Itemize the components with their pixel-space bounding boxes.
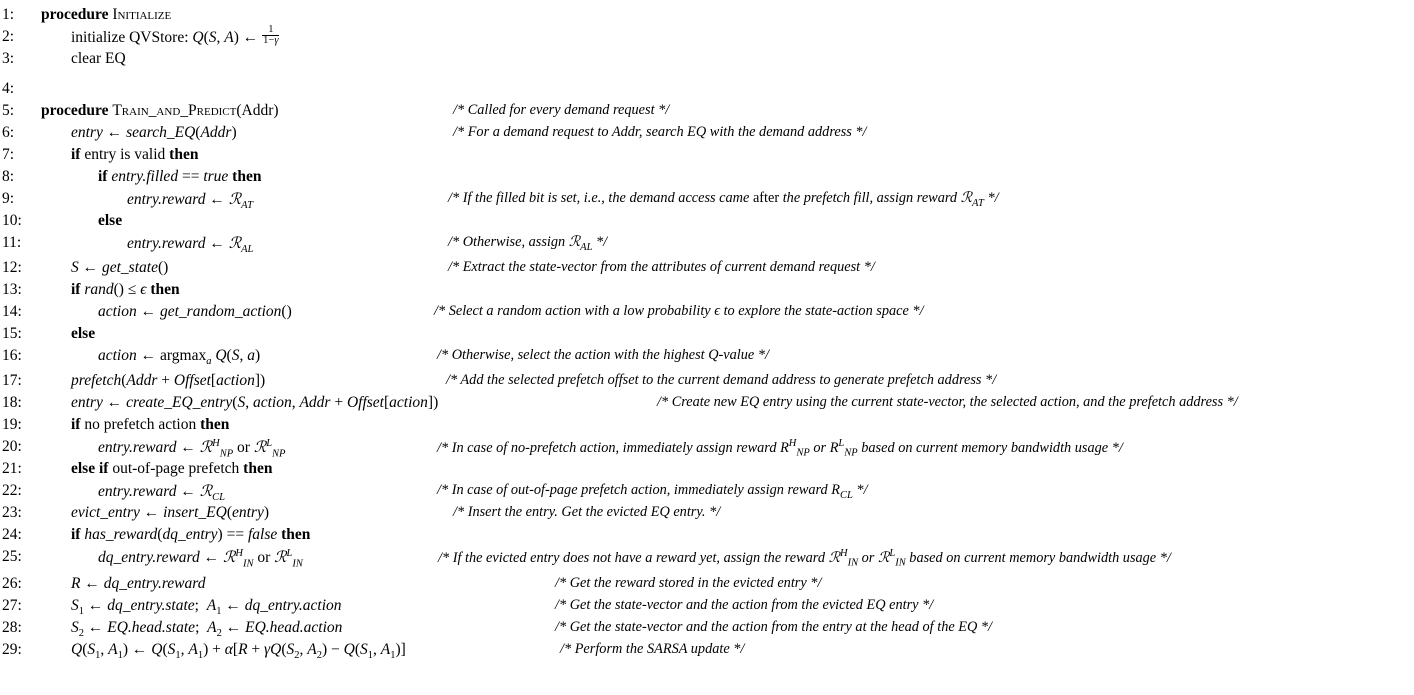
code-comment: /* Otherwise, select the action with the highest Q-value */ [437,347,769,363]
line-number: 16: [2,347,22,364]
line-number: 25: [2,548,22,565]
line-number: 21: [2,460,22,477]
code-statement: if rand() ≤ ϵ then [71,281,180,298]
code-statement: R ← dq_entry.reward [71,575,206,592]
line-number: 20: [2,438,22,455]
code-statement: if no prefetch action then [71,416,230,433]
code-statement: entry.reward ← ℛ$_{AT}$ [127,190,253,212]
code-statement: else if out-of-page prefetch then [71,460,273,477]
code-statement: else [98,212,123,229]
code-comment: /* For a demand request to Addr, search EQ with the demand address */ [453,124,867,140]
line-number: 17: [2,372,22,389]
line-number: 10: [2,212,22,229]
line-number: 22: [2,482,22,499]
code-statement: evict_entry ← insert_EQ(entry) [71,504,270,521]
code-statement: action ← argmax$_a$ Q(S, a) [98,347,261,368]
code-comment: /* Get the state-vector and the action from the evicted EQ entry */ [555,597,934,613]
code-statement: $S_1$ ← dq_entry.state; $A_1$ ← dq_entry.action [71,597,342,618]
line-number: 28: [2,619,22,636]
code-comment: /* In case of no-prefetch action, immediately assign reward $R^H_{NP}$ or $R^L_{NP}$ based on current memory bandwidth usage */ [437,438,1123,459]
code-statement: entry.reward ← ℛ$_{CL}$ [98,482,225,504]
line-number: 29: [2,641,22,658]
line-number: 12: [2,259,22,276]
line-number: 4: [2,80,15,97]
code-comment: /* In case of out-of-page prefetch action, immediately assign reward $R_{CL}$ */ [437,482,868,501]
line-number: 26: [2,575,22,592]
code-statement: initialize QVStore: Q(S, A) ← $\frac{1}{1-\gamma}$ [71,24,279,47]
code-statement: clear EQ [71,50,126,67]
code-statement: action ← get_random_action() [98,303,292,320]
code-comment: /* Called for every demand request */ [453,102,670,118]
code-comment: /* Get the state-vector and the action from the entry at the head of the EQ */ [555,619,993,635]
code-statement: entry.reward ← ℛ$_{AL}$ [127,234,254,256]
code-statement: S ← get_state() [71,259,169,276]
code-comment: /* Extract the state-vector from the attributes of current demand request */ [448,259,875,275]
code-statement: entry ← search_EQ(Addr) [71,124,237,141]
line-number: 14: [2,303,22,320]
line-number: 5: [2,102,15,119]
line-number: 27: [2,597,22,614]
code-statement: $S_2$ ← EQ.head.state; $A_2$ ← EQ.head.action [71,619,343,640]
line-number: 24: [2,526,22,543]
line-number: 7: [2,146,15,163]
code-comment: /* Get the reward stored in the evicted entry */ [555,575,822,591]
line-number: 8: [2,168,15,185]
line-number: 15: [2,325,22,342]
code-comment: /* Select a random action with a low probability ϵ to explore the state-action space */ [434,303,924,319]
code-comment: /* Perform the SARSA update */ [560,641,745,657]
code-statement: entry.reward ← ℛ$^H_{NP}$ or ℛ$^L_{NP}$ [98,438,286,460]
code-statement: if entry.filled == true then [98,168,262,185]
code-statement: procedure Train_and_Predict(Addr) [41,102,279,119]
code-statement: $Q(S_1$, $A_1$) ← $Q(S_1$, $A_1) + \alpha[R + \gamma Q(S_2$, $A_2) - Q(S_1$, $A_1$)] [71,641,406,662]
line-number: 9: [2,190,15,207]
code-statement: else [71,325,96,342]
code-statement: dq_entry.reward ← ℛ$^H_{IN}$ or ℛ$^L_{IN}$ [98,548,303,570]
line-number: 19: [2,416,22,433]
line-number: 2: [2,28,15,45]
code-comment: /* Create new EQ entry using the current state-vector, the selected action, and the prefetch address */ [657,394,1238,410]
code-statement: if has_reward(dq_entry) == false then [71,526,311,543]
line-number: 13: [2,281,22,298]
code-statement: prefetch(Addr + Offset[action]) [71,372,266,389]
code-statement: entry ← create_EQ_entry(S, action, Addr + Offset[action]) [71,394,439,411]
code-comment: /* Otherwise, assign ℛ$_{AL}$ */ [448,234,608,253]
line-number: 23: [2,504,22,521]
code-comment: /* If the filled bit is set, i.e., the demand access came after the prefetch fill, assign reward ℛ$_{AT}$ */ [448,190,999,209]
code-comment: /* Insert the entry. Get the evicted EQ entry. */ [453,504,721,520]
code-comment: /* If the evicted entry does not have a reward yet, assign the reward ℛ$^H_{IN}$ or ℛ$^L_{IN}$ based on current memory bandwidth usage */ [438,548,1171,569]
code-statement: if entry is valid then [71,146,199,163]
line-number: 6: [2,124,15,141]
code-comment: /* Add the selected prefetch offset to the current demand address to generate prefetch address */ [446,372,997,388]
line-number: 11: [2,234,22,251]
code-statement: procedure Initialize [41,6,172,23]
line-number: 1: [2,6,15,23]
line-number: 18: [2,394,22,411]
line-number: 3: [2,50,15,67]
